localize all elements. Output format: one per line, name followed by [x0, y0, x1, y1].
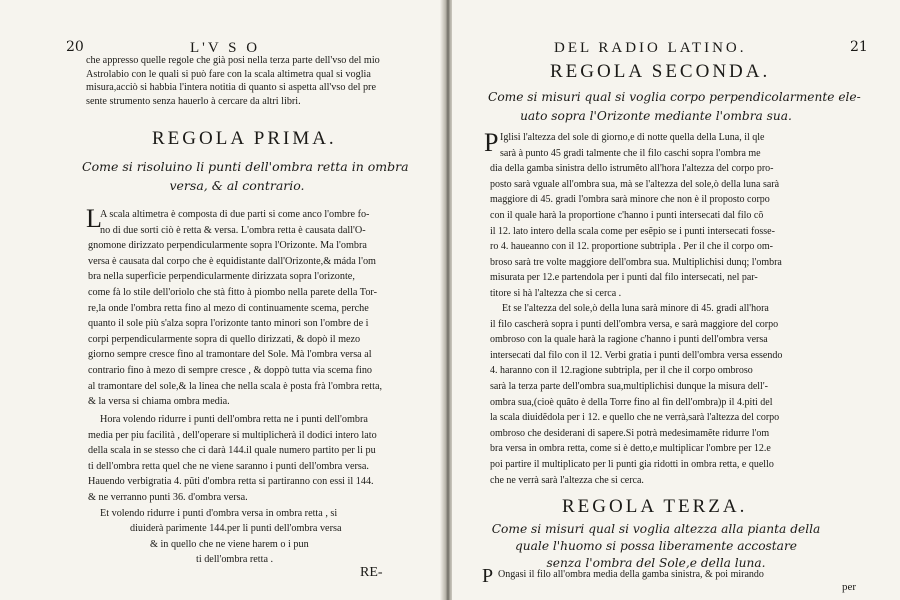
running-head-right: DEL RADIO LATINO. — [554, 40, 747, 56]
right-page — [452, 0, 900, 600]
drop-cap-p-1: P — [484, 128, 499, 157]
paragraph-3: Et volendo ridurre i punti d'ombra versa in ombra retta , si diuiderà parimente 144.per li punti dell'ombra versa & in quello che ne viene harem o i pun ti dell'ombra retta . — [100, 508, 342, 566]
left-page — [0, 0, 444, 600]
section-heading-regola-prima: REGOLA PRIMA. — [152, 128, 337, 149]
paragraph-2: Hora volendo ridurre i punti dell'ombra retta ne i punti dell'ombra media per piu facilità , dell'operare si multiplicherà il dodici intero lato della scala in se stesso che ci darà 144.il quale numero partito per li pu ti dell'ombra retta quel che ne viene saranno i punti dell'ombra versa. Hauendo verbigratia 4. pũti d'ombra retta si partiranno con essi il 144. & ne verranno punti 36. d'ombra versa. — [88, 414, 377, 503]
section-subheading-seconda: Come si misuri qual si voglia corpo perpendicolarmente ele- uato sopra l'Orizonte mediante l'ombra sua. — [488, 90, 861, 123]
drop-cap-l: L — [86, 204, 102, 233]
paragraph-1: A scala altimetra è composta di due parti si come anco l'ombre fo- no di due sorti ciò è retta & versa. L'ombra retta è causata dall'O- gnomone dirizzato perpendicularmente sopra l'Orizonte. Ma l'ombra versa è causata dal corpo che è equidistante dall'Orizonte,& máda l'om bra nella superficie perpendicularmente dirizzata sopra l'orizonte, come fà lo stile dell'oriolo che stà fitto à piombo nella parete della Tor- re,la onde l'ombra retta fino al mezo di continuamente scema, perche quanto il sole più s'alza sopra l'orizonte tanto minori son l'ombre de i corpi perpendicularmente sopra di quello dirizzati, & dopò il mezo giorno sempre cresce fino al tramontare del Sole. Mà l'ombra versa al contrario fino à mezo di sempre cresce , & doppò tutta via scema fino al tramontare del sole,& la linea che nella scala è posta frà l'ombra retta, & la versa si chiama ombra media. — [88, 209, 383, 408]
section-heading-regola-seconda: REGOLA SECONDA. — [550, 61, 771, 82]
page-number-left: 20 — [66, 39, 84, 55]
section-heading-regola-terza: REGOLA TERZA. — [562, 496, 748, 517]
drop-cap-p-2: P — [482, 565, 494, 587]
catchword-right: per — [842, 581, 857, 593]
running-head-left: L'V S O — [190, 40, 261, 56]
paragraph-4: Iglisi l'altezza del sole di giorno,e di notte quella della Luna, il qle sarà à punto 45 gradi talmente che il filo caschi sopra l'ombra me dia della gamba sinistra dello istrumẽto all'hora l'altezza del corpo pro- posto sarà vguale all'ombra sua, mà se l'altezza del sole,ò della luna sarà maggiore di 45. gradi l'ombra sarà minore che non è il proposto corpo con il quale harà la proportione c'hanno i punti intersecati dal filo cõ il 12. lato intero della scala come per esẽpio se i punti intersecati fosse- ro 4. haueanno con il 12. proportione subtripla . Per il che il corpo om- broso sarà tre volte maggiore dell'ombra sua. Multiplichisi dunq; l'ombra misurata per 12.e partendola per i punti dal filo intersecati, nel par- titore si hà l'altezza che si cerca . — [490, 132, 782, 299]
paragraph-6: Ongasi il filo all'ombra media della gamba sinistra, & poi mirando — [498, 569, 764, 580]
page-number-right: 21 — [850, 39, 868, 55]
section-subheading-prima: Come si risoluino li punti dell'ombra retta in ombra versa, & al contrario. — [82, 159, 409, 193]
section-subheading-terza: Come si misuri qual si voglia altezza alla pianta della quale l'huomo si possa liberamente accostare senza l'ombra del Sole,e della luna. — [491, 522, 821, 570]
catchword-left: RE- — [360, 565, 383, 580]
paragraph-5: Et se l'altezza del sole,ò della luna sarà minore di 45. gradi all'hora il filo cascherà sopra i punti dell'ombra versa, e sarà maggiore del corpo ombroso con la quale harà la ragione c'hanno i punti dell'ombra versa intersecati dal filo con il 12. Verbi gratia i punti dell'ombra versa essendo 4. haranno con il 12.ragione subtripla, per il che il corpo ombroso sarà la terza parte dell'ombra sua,multiplichisi dunque la misura dell'- ombra sua,(cioè quãto è della Torre fino al fin dell'ombra)p il 4.piti del la scala diuidẽdola per i 12. e quello che ne verrà,sarà l'altezza del corpo ombroso che desiderani di sapere.Si potrà medesimamẽte ridurre l'om bra versa in ombra retta, come si è detto,e multiplicar l'ombre per 12.e poi partire il multiplicato per li punti gia ridotti in ombra retta, e quello che ne verrà sarà l'altezza che si cerca. — [490, 303, 783, 486]
intro-paragraph: che appresso quelle regole che già posi nella terza parte dell'vso del mio Astrolabio con le quali si può fare con la scala altimetra qual si voglia misura,acciò si habbia l'intera notitia di quanto si aspetta all'vso del pre sente strumento senza hauerlo à cercare da altri libri. — [86, 55, 380, 107]
